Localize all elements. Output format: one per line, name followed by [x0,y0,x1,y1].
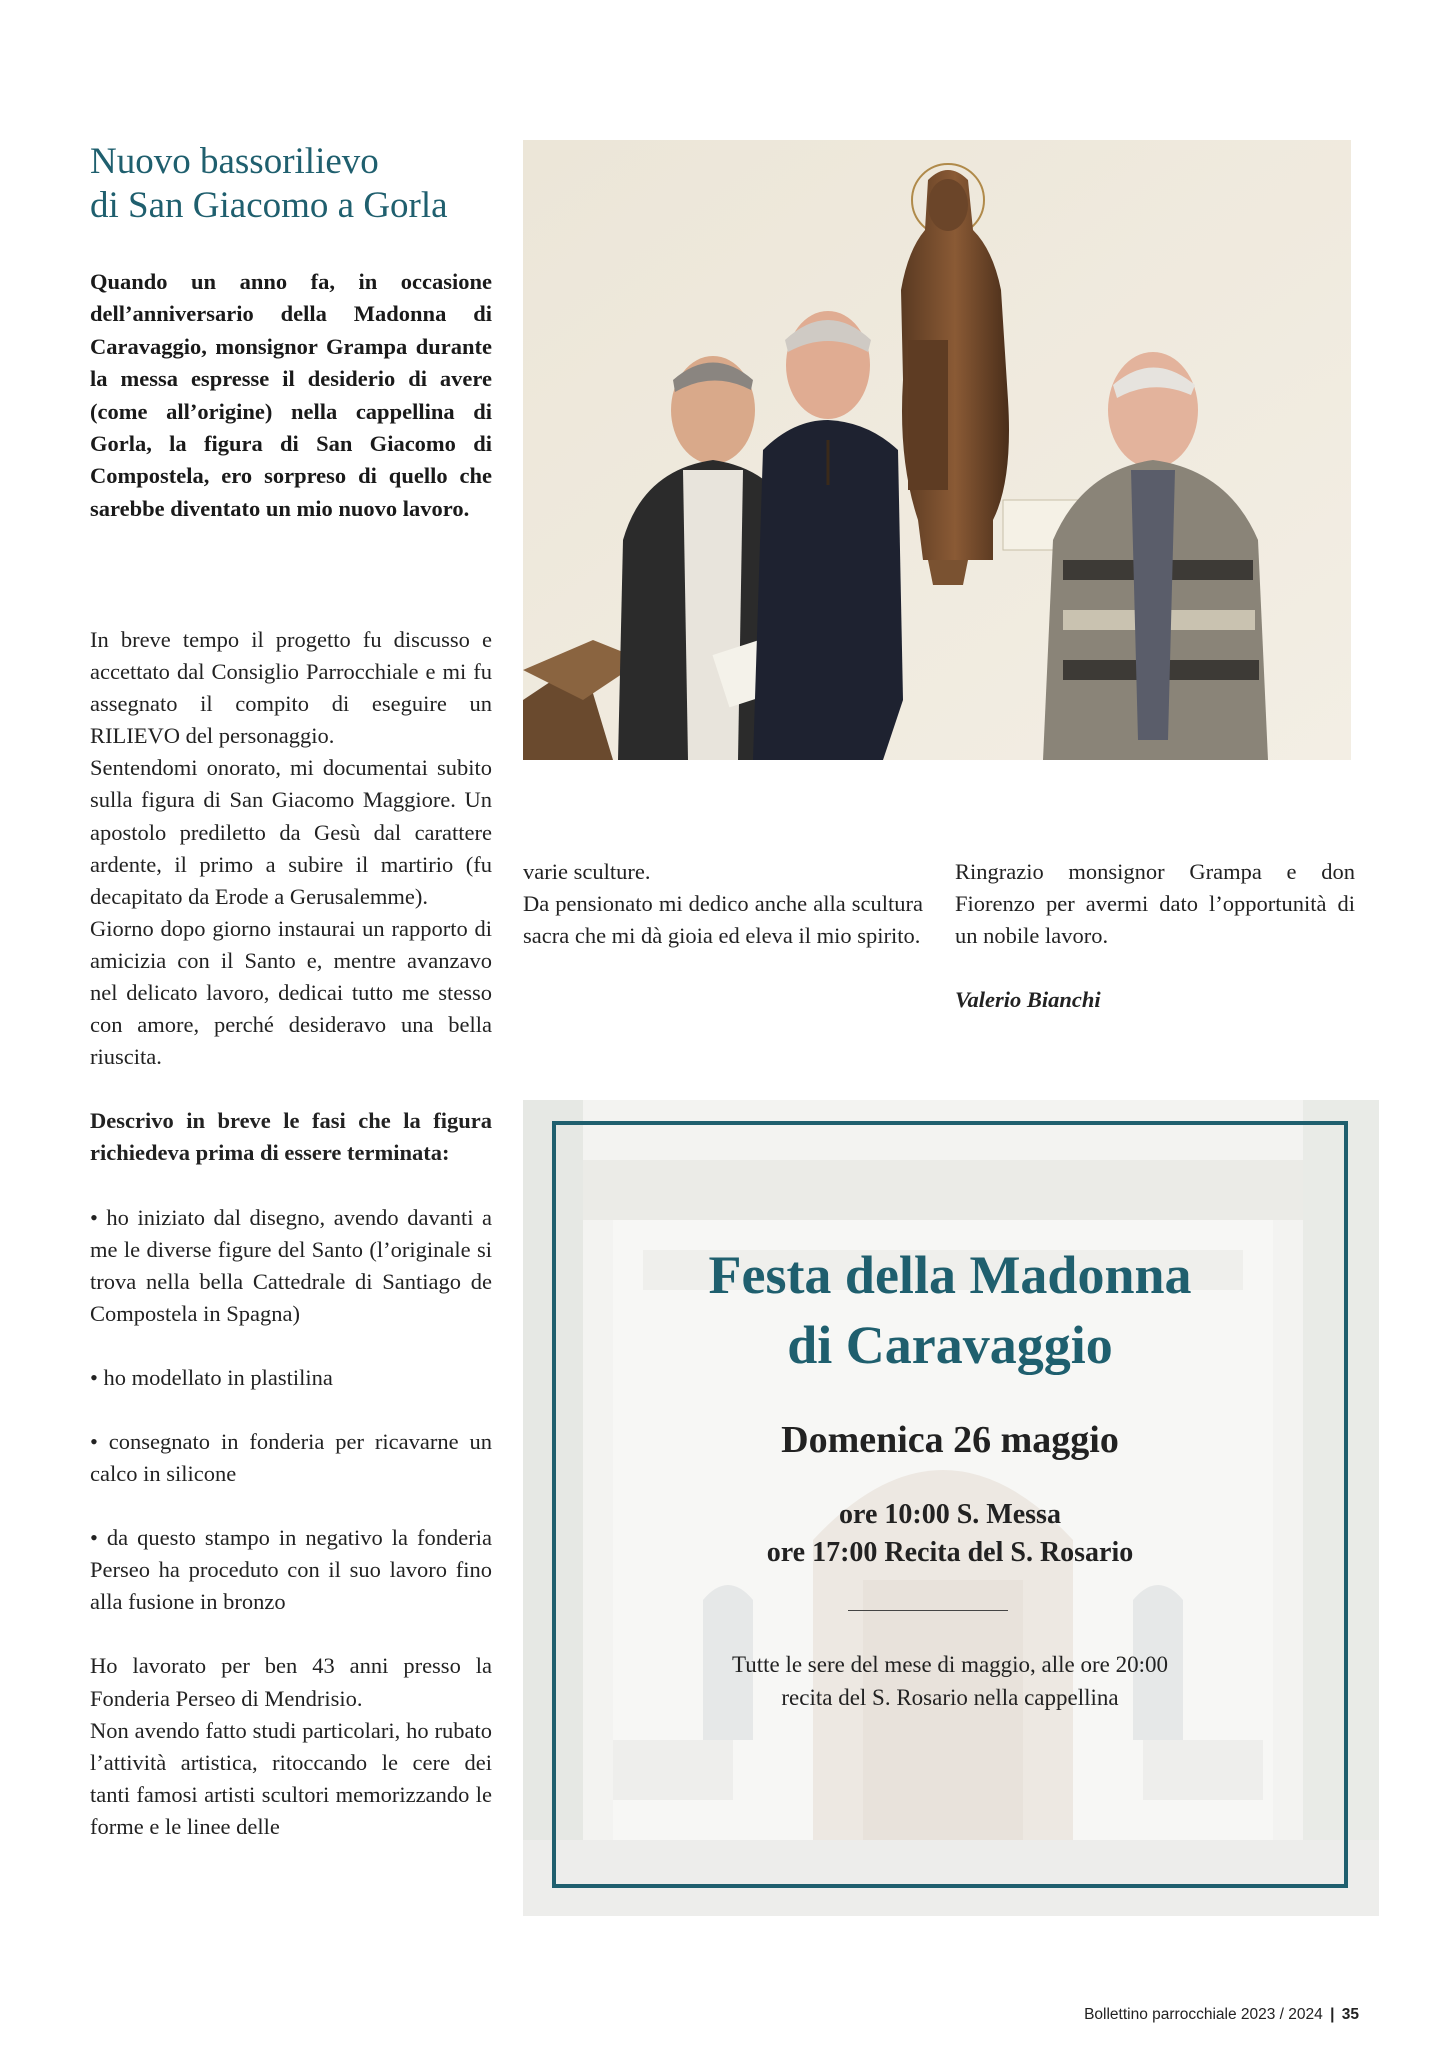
poster-title-line2: di Caravaggio [787,1315,1113,1375]
paragraph: Ho lavorato per ben 43 anni presso la Fonderia Perseo di Mendrisio. [90,1653,492,1711]
phases-heading: Descrivo in breve le fasi che la figura richiedeva prima di essere terminata: [90,1108,492,1166]
paragraph: Ringrazio monsignor Grampa e don Fiorenzo per avermi dato l’opportunità di un nobile lavoro. [955,859,1355,949]
schedule-item: ore 17:00 Recita del S. Rosario [766,1537,1134,1568]
paragraph: Da pensionato mi dedico anche alla scultura sacra che mi dà gioia ed eleva il mio spirito. [523,891,923,949]
bullet-item: • ho iniziato dal disegno, avendo davanti a me le diverse figure del Santo (l’originale si trova nella bella Cattedrale di Santiago de Compostela in Spagna) [90,1204,492,1326]
article-title-line1: Nuovo bassorilievo [90,141,379,182]
bullet-item: • ho modellato in plastilina [90,1364,333,1390]
schedule-item: ore 10:00 S. Messa [839,1499,1061,1530]
poster-schedule [552,1496,1348,1572]
article-column-2 [523,856,923,952]
bullet-item: • consegnato in fonderia per ricavarne un calco in silicone [90,1428,492,1487]
event-poster [523,1100,1379,1916]
sculpture-photo [523,140,1351,760]
footer-separator: | [1330,2006,1335,2023]
poster-date: Domenica 26 maggio [781,1419,1119,1461]
article-title-line2: di San Giacomo a Gorla [90,185,448,226]
paragraph: In breve tempo il progetto fu discusso e accettato dal Consiglio Parrocchiale e mi fu assegnato il compito di eseguire un RILIEVO del personaggio. [90,627,492,749]
paragraph: varie sculture. [523,859,651,884]
page-footer [1084,2006,1359,2024]
poster-title-line1: Festa della Madonna [708,1245,1192,1305]
page-number: 35 [1341,2006,1359,2023]
paragraph: Sentendomi onorato, mi documentai subito sulla figura di San Giacomo Maggiore. Un apostolo prediletto da Gesù dal carattere ardente, il primo a subire il martirio (fu decapitato da Erode a Gerusalemme). [90,755,492,909]
poster-note [552,1648,1348,1714]
article-column-1 [90,624,492,1843]
divider [848,1610,1008,1611]
publication-name: Bollettino parrocchiale 2023 / 2024 [1084,2006,1323,2023]
paragraph: Giorno dopo giorno instaurai un rapporto di amicizia con il Santo e, mentre avanzavo nel delicato lavoro, dedicai tutto me stesso con amore, perché desideravo una bella riuscita. [90,915,492,1070]
poster-note-line1: Tutte le sere del mese di maggio, alle ore 20:00 [731,1652,1169,1677]
article-lead: Quando un anno fa, in occasione dell’anniversario della Madonna di Caravaggio, monsignor Grampa durante la messa espresse il desiderio di avere (come all’origine) nella cappellina di Gorla, la figura di San Giacomo di Compostela, ero sorpreso di quello che sarebbe diventato un mio nuovo lavoro. [90,269,492,521]
poster-note-line2: recita del S. Rosario nella cappellina [781,1685,1119,1710]
author-signature: Valerio Bianchi [955,987,1101,1013]
article-column-3 [955,856,1355,1016]
article-title [90,140,510,228]
bullet-item: • da questo stampo in negativo la fonderia Perseo ha proceduto con il suo lavoro fino alla fusione in bronzo [90,1525,492,1615]
poster-title [552,1240,1348,1380]
paragraph: Non avendo fatto studi particolari, ho rubato l’attività artistica, ritoccando le cere dei tanti famosi artisti scultori memorizzando le forme e le linee delle [90,1717,492,1839]
